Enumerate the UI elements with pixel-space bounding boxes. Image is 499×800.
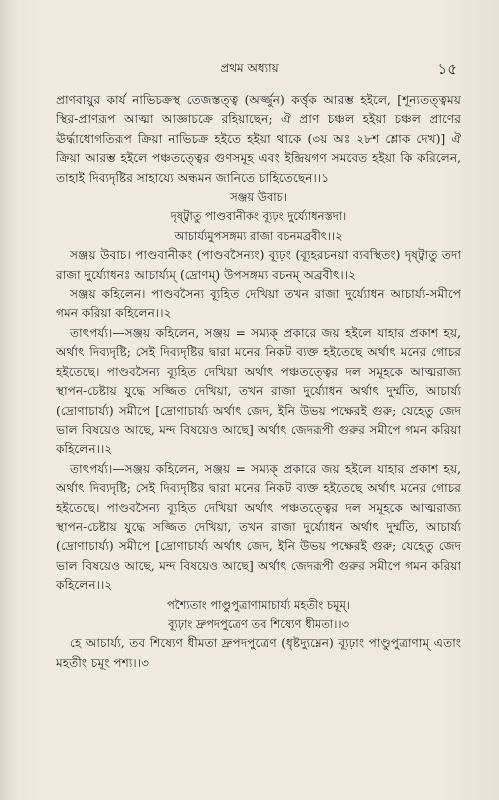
verse-line: আচার্য্যমুপসঙ্গম্য রাজা বচনমব্রবীৎ।।২ <box>174 228 343 243</box>
verse-line: পশ্যৈতাং পাণ্ডুপুত্রাণামাচার্য্য মহতীং চমূম্‌। <box>166 597 351 612</box>
verse-line: ব্যূঢ়াং দ্রুপদপুত্রেণ তব শিষ্যেণ ধীমতা।।৩ <box>168 616 349 631</box>
verse-line: সঞ্জয় উবাচ। <box>230 190 287 205</box>
chapter-title: প্রথম অধ্যায় <box>220 61 279 75</box>
paragraph: প্রাণবায়ুর কার্য নাভিচক্রস্থ তেজস্তত্ত্ব (অর্জ্জুন) কর্ত্তৃক আরম্ভ হইলে, [শূন্যতত্ত্বময় স্থির-প্রাণরূপ আত্মা আজ্ঞাচক্রে রহিয়াছেন; ঐ প্রাণ চঞ্চল হইয়া চঞ্চল প্রাণের ঊর্দ্ধাধোগতিরূপ ক্রিয়া নাভিচক্র হইতে হইয়া থাকে (৩য় অঃ ২৮শ শ্লোক দেখ)] ঐ ক্রিয়া আরম্ভ হইলে পঞ্চতত্ত্বের গুণসমূহ এবং ইন্দ্রিয়গণ সমবেত হইয়া কি করিলেন, তাহাই দিব্যদৃষ্টির সাহায্যে অন্ধমন জানিতে চাহিতেছেন।।১ <box>56 93 461 185</box>
page-header <box>0 60 499 82</box>
paragraph: সঞ্জয় কহিলেন। পাণ্ডবসৈন্য ব্যূহিত দেখিয়া তখন রাজা দুর্য্যোধন আচার্য্য-সমীপে গমন করিয়া কহিলেন।।২ <box>56 287 461 321</box>
paragraph: তাৎপর্য্য।—সঞ্জয় কহিলেন, সঞ্জয় = সম্যক্‌ প্রকারে জয় হইলে যাহার প্রকাশ হয়, অর্থাৎ দিব্যদৃষ্টি; সেই দিব্যদৃষ্টির দ্বারা মনের নিকট ব্যক্ত হইতেছে অর্থাৎ মনের গোচর হইতেছে। পাণ্ডবসৈন্য ব্যূহিত দেখিয়া অর্থাৎ পঞ্চতত্ত্বের দল সমূহকে আত্মরাজ্য স্থাপন-চেষ্টায় যুদ্ধে সজ্জিত দেখিয়া, তখন রাজা দুর্য্যোধন অর্থাৎ দুর্ম্মতি, আচার্য্য (দ্রোণাচার্য্য) সমীপে [দ্রোণাচার্য্য অর্থাৎ জেদ, ইনি উভয় পক্ষেরই গুরু; যেহেতু জেদ ভাল বিষয়েও আছে, মন্দ বিষয়েও আছে] অর্থাৎ জেদরূপী গুরুর সমীপে গমন করিয়া কহিলেন।।২ <box>56 461 461 593</box>
page-body <box>56 91 461 673</box>
verse-line: দৃষ্ট্বাতু পাণ্ডবানীকং ব্যূঢ়ং দুর্য্যোধনস্তদা। <box>170 209 347 224</box>
paragraph: সঞ্জয় উবাচ। পাণ্ডবানীকং (পাণ্ডবসৈন্যং) ব্যূঢ়ং (ব্যূহরচনয়া ব্যবস্থিতং) দৃষ্ট্বাতু তদা রাজা দুর্য্যোধনঃ আচার্য্যম্‌ (দ্রোণম্‌) উপসঙ্গম্য বচনম্‌ অব্রবীৎ।।২ <box>56 248 461 282</box>
page-number: ১৫ <box>437 60 457 78</box>
paragraph: হে আচার্য্য, তব শিষ্যেণ ধীমতা দ্রুপদপুত্রেণ (ধৃষ্টদ্যুম্নেন) ব্যূঢ়াং পাণ্ডুপুত্রাণাম্‌ এতাং মহতীং চমূং পশ্য।।৩ <box>56 636 461 670</box>
paragraph: তাৎপর্য্য।—সঞ্জয় কহিলেন, সঞ্জয় = সম্যক্‌ প্রকারে জয় হইলে যাহার প্রকাশ হয়, অর্থাৎ দিব্যদৃষ্টি; সেই দিব্যদৃষ্টির দ্বারা মনের নিকট ব্যক্ত হইতেছে অর্থাৎ মনের গোচর হইতেছে। পাণ্ডবসৈন্য ব্যূহিত দেখিয়া অর্থাৎ পঞ্চতত্ত্বের দল সমূহকে আত্মরাজ্য স্থাপন-চেষ্টায় যুদ্ধে সজ্জিত দেখিয়া, তখন রাজা দুর্য্যোধন অর্থাৎ দুর্ম্মতি, আচার্য্য (দ্রোণাচার্য্য) সমীপে [দ্রোণাচার্য্য অর্থাৎ জেদ, ইনি উভয় পক্ষেরই গুরু; যেহেতু জেদ ভাল বিষয়েও আছে, মন্দ বিষয়েও আছে] অর্থাৎ জেদরূপী গুরুর সমীপে গমন করিয়া কহিলেন।।২ <box>56 325 461 457</box>
